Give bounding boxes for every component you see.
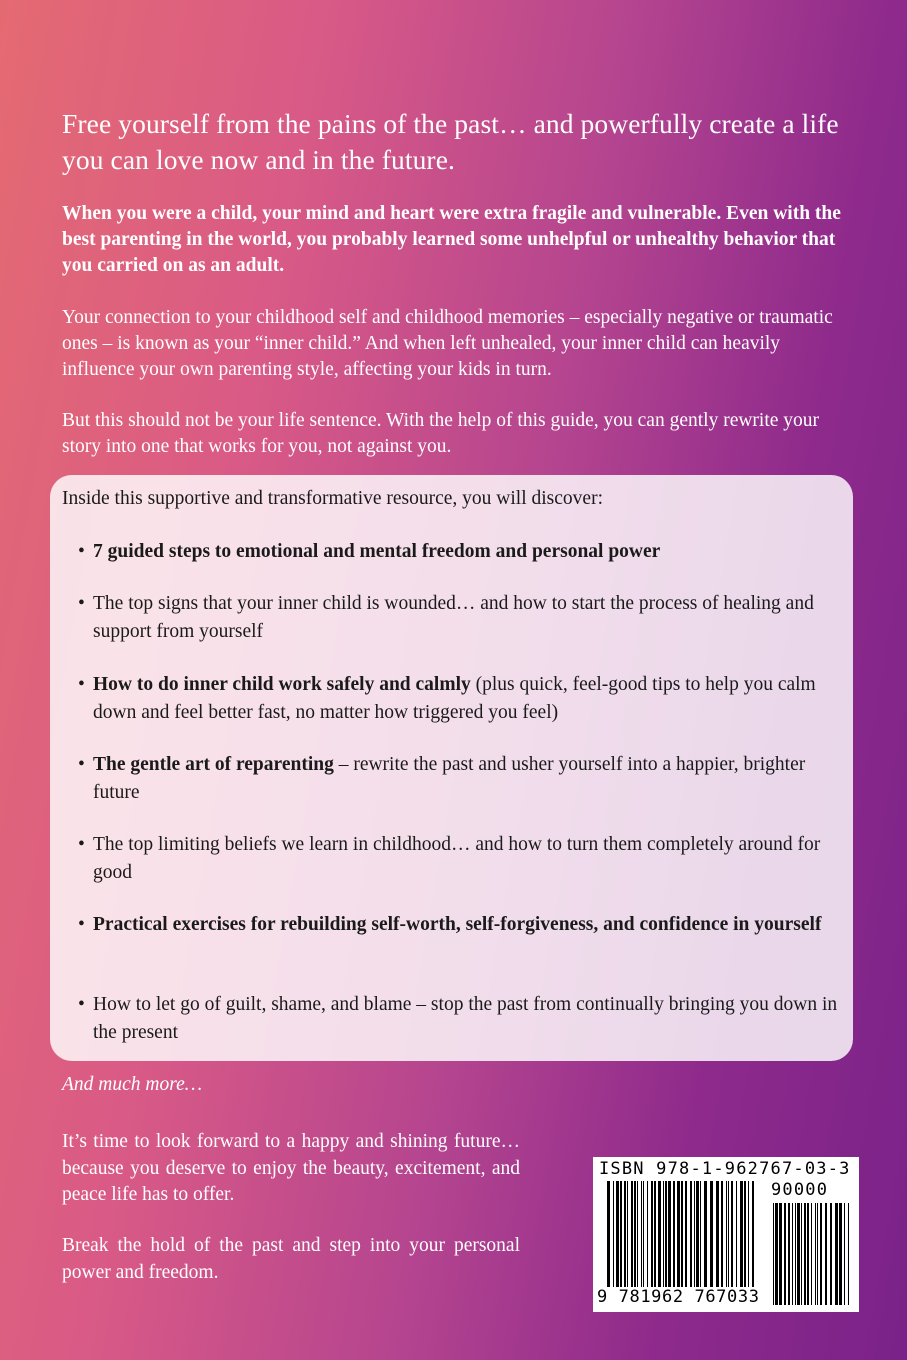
and-much-more: And much more… bbox=[62, 1074, 203, 1095]
benefit-item bbox=[78, 911, 843, 939]
benefits-box bbox=[50, 475, 853, 1061]
benefit-bold: 7 guided steps to emotional and mental freedom and personal power bbox=[93, 541, 661, 562]
closing-call-to-action: Break the hold of the past and step into your personal power and freedom. bbox=[62, 1235, 520, 1283]
bullet-icon: • bbox=[78, 834, 85, 855]
benefit-text: How to let go of guilt, shame, and blame – stop the past from continually bringing you down in the present bbox=[93, 994, 838, 1043]
headline: Free yourself from the pains of the past… and powerfully create a life you can love now and in the future. bbox=[62, 108, 839, 175]
benefit-bold: Practical exercises for rebuilding self-worth, self-forgiveness, and confidence in yourself bbox=[93, 914, 822, 935]
benefit-item bbox=[78, 831, 843, 887]
bullet-icon: • bbox=[78, 593, 85, 614]
benefit-bold: How to do inner child work safely and calmly bbox=[93, 674, 471, 695]
benefit-item bbox=[78, 590, 843, 646]
paragraph-inner-child: Your connection to your childhood self and childhood memories – especially negative or traumatic ones – is known as your “inner child.” And when left unhealed, your inner child can heavily influence your own parenting style, affecting your kids in turn. bbox=[62, 307, 833, 380]
benefit-bold: The gentle art of reparenting bbox=[93, 754, 334, 775]
addon-barcode-bars-icon bbox=[773, 1203, 851, 1305]
benefit-item bbox=[78, 671, 843, 727]
benefit-text: The top limiting beliefs we learn in childhood… and how to turn them completely around for good bbox=[93, 834, 821, 883]
paragraph-life-sentence: But this should not be your life sentence. With the help of this guide, you can gently rewrite your story into one that works for you, not against you. bbox=[62, 410, 820, 457]
barcode-digits: 9 781962 767033 bbox=[597, 1287, 760, 1307]
price-addon-code: 90000 bbox=[771, 1180, 829, 1200]
benefit-item bbox=[78, 991, 843, 1047]
isbn-barcode bbox=[593, 1157, 859, 1312]
bullet-icon: • bbox=[78, 754, 85, 775]
closing-paragraph: It’s time to look forward to a happy and shining future… because you deserve to enjoy the beauty, excitement, and peace life has to offer. bbox=[62, 1131, 520, 1205]
benefit-item bbox=[78, 538, 843, 566]
benefit-text: – rewrite the past and usher yourself into a happier, brighter future bbox=[93, 754, 806, 803]
intro-bold-paragraph: When you were a child, your mind and heart were extra fragile and vulnerable. Even with the best parenting in the world, you probably learned some unhelpful or unhealthy behavior that you carried on as an adult. bbox=[62, 203, 841, 276]
benefit-item bbox=[78, 751, 843, 807]
benefit-text: (plus quick, feel-good tips to help you calm down and feel better fast, no matter how triggered you feel) bbox=[93, 674, 816, 723]
bullet-icon: • bbox=[78, 914, 85, 935]
barcode-bars-icon bbox=[607, 1181, 755, 1295]
bullet-icon: • bbox=[78, 541, 85, 562]
benefit-text: The top signs that your inner child is wounded… and how to start the process of healing and support from yourself bbox=[93, 593, 814, 642]
isbn-text: ISBN 978-1-962767-03-3 bbox=[599, 1159, 851, 1179]
bullet-icon: • bbox=[78, 994, 85, 1015]
bullet-icon: • bbox=[78, 674, 85, 695]
benefits-intro: Inside this supportive and transformative resource, you will discover: bbox=[62, 488, 603, 509]
